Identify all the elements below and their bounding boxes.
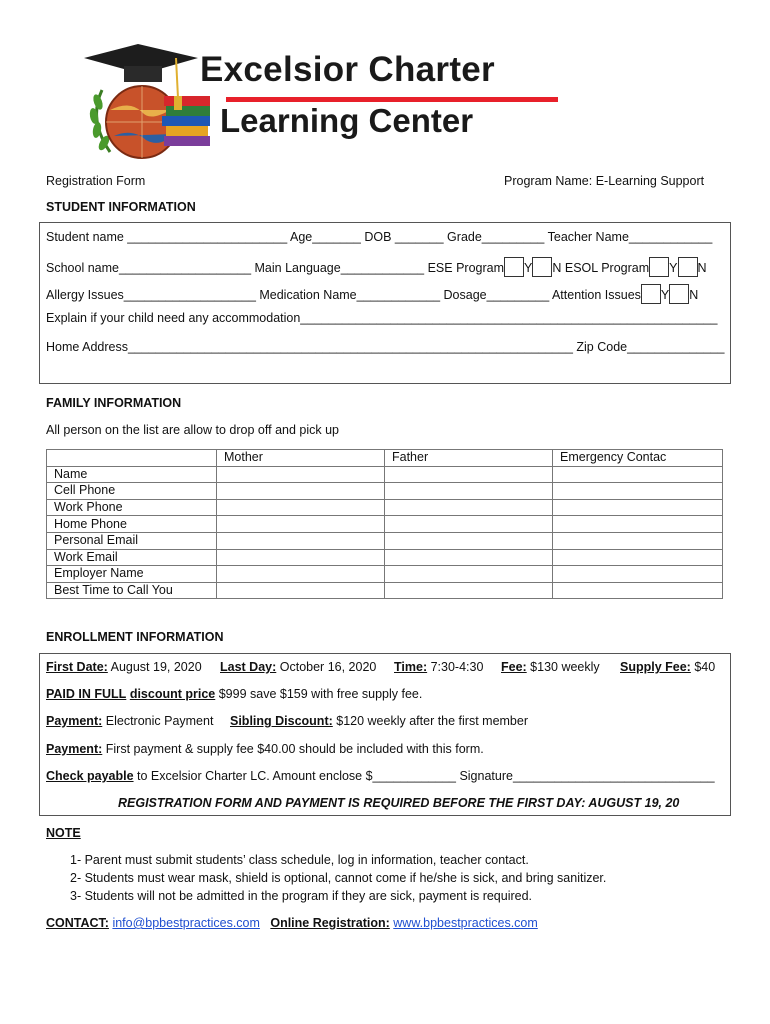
logo-emblem-icon (80, 40, 220, 165)
table-row (47, 549, 723, 566)
family-row-label: Personal Email (47, 532, 217, 549)
family-mother-cell[interactable] (217, 466, 385, 483)
family-mother-cell[interactable] (217, 499, 385, 516)
family-emergency-cell[interactable] (553, 566, 723, 583)
allergy-medication-text: Allergy Issues___________________ Medication Name____________ Dosage_________ Attention Issues (46, 288, 641, 302)
family-emergency-cell[interactable] (553, 549, 723, 566)
family-father-cell[interactable] (385, 582, 553, 599)
note-item-3: 3- Students will not be admitted in the program if they are sick, payment is required. (70, 889, 533, 903)
payment-value-2: First payment & supply fee $40.00 should be included with this form. (102, 742, 484, 756)
family-emergency-cell[interactable] (553, 516, 723, 533)
family-emergency-cell[interactable] (553, 532, 723, 549)
family-row-label: Home Phone (47, 516, 217, 533)
family-mother-cell[interactable] (217, 566, 385, 583)
family-row-label: Employer Name (47, 566, 217, 583)
family-mother-cell[interactable] (217, 516, 385, 533)
table-row (47, 483, 723, 500)
school-language-ese-text: School name___________________ Main Language____________ ESE Program (46, 261, 505, 275)
ese-yes-checkbox[interactable] (504, 257, 524, 277)
family-row-label: Cell Phone (47, 483, 217, 500)
student-heading: STUDENT INFORMATION (46, 200, 196, 214)
enrollment-section (39, 653, 731, 816)
student-row-allergy[interactable] (46, 284, 698, 304)
family-col-father: Father (385, 450, 553, 467)
family-emergency-cell[interactable] (553, 582, 723, 599)
note-item-1: 1- Parent must submit students’ class schedule, log in information, teacher contact. (70, 853, 529, 867)
first-date-label: First Date: (46, 660, 108, 674)
last-day-label: Last Day: (220, 660, 277, 674)
payment-value-1: Electronic Payment (102, 714, 214, 728)
enrollment-row-payment1 (46, 714, 213, 728)
contact-email-link[interactable]: info@bpbestpractices.com (112, 916, 260, 930)
student-row-school[interactable] (46, 257, 707, 277)
esol-label: N ESOL Program (552, 261, 650, 275)
family-heading: FAMILY INFORMATION (46, 396, 182, 410)
time-value: 7:30-4:30 (427, 660, 484, 674)
supply-fee-label: Supply Fee: (620, 660, 691, 674)
attention-no-checkbox[interactable] (669, 284, 689, 304)
last-day-group (220, 660, 376, 674)
contact-row (46, 916, 538, 930)
table-row (47, 532, 723, 549)
family-note: All person on the list are allow to drop off and pick up (46, 423, 339, 437)
sibling-discount-label: Sibling Discount: (230, 714, 333, 728)
family-row-label: Work Phone (47, 499, 217, 516)
note-item-2: 2- Students must wear mask, shield is optional, cannot come if he/she is sick, and bring sanitizer. (70, 871, 607, 885)
family-father-cell[interactable] (385, 483, 553, 500)
time-group (394, 660, 483, 674)
family-emergency-cell[interactable] (553, 466, 723, 483)
enrollment-row-dates (46, 660, 202, 674)
student-row-address[interactable]: Home Address________________________________________________________________ Zip Code______________ (46, 340, 725, 354)
table-row (47, 566, 723, 583)
enrollment-row-payment2 (46, 742, 484, 756)
ese-no-checkbox[interactable] (532, 257, 552, 277)
form-title: Registration Form (46, 174, 146, 188)
family-table-header (47, 450, 723, 467)
time-label: Time: (394, 660, 428, 674)
ese-y-label: Y (524, 261, 533, 275)
family-row-label: Best Time to Call You (47, 582, 217, 599)
table-row (47, 466, 723, 483)
family-emergency-cell[interactable] (553, 499, 723, 516)
esol-no-checkbox[interactable] (678, 257, 698, 277)
paid-text: $999 save $159 with free supply fee. (215, 687, 423, 701)
supply-fee-value: $40 (690, 660, 716, 674)
family-col-emergency: Emergency Contac (553, 450, 723, 467)
family-row-label: Name (47, 466, 217, 483)
family-father-cell[interactable] (385, 516, 553, 533)
family-mother-cell[interactable] (217, 549, 385, 566)
student-row-name[interactable]: Student name _______________________ Age_______ DOB _______ Grade_________ Teacher Name____________ (46, 230, 713, 244)
logo-title-line1: Excelsior Charter (200, 50, 495, 89)
family-row-label: Work Email (47, 549, 217, 566)
family-father-cell[interactable] (385, 499, 553, 516)
family-col-mother: Mother (217, 450, 385, 467)
payment-label-2: Payment: (46, 742, 103, 756)
supply-fee-group (620, 660, 715, 674)
family-table (46, 449, 723, 599)
family-father-cell[interactable] (385, 466, 553, 483)
esol-y-label: Y (669, 261, 678, 275)
fee-label: Fee: (501, 660, 527, 674)
fee-value: $130 weekly (526, 660, 600, 674)
esol-yes-checkbox[interactable] (649, 257, 669, 277)
family-father-cell[interactable] (385, 532, 553, 549)
last-day-value: October 16, 2020 (276, 660, 377, 674)
discount-price-label: discount price (129, 687, 216, 701)
check-payable-text: to Excelsior Charter LC. Amount enclose $____________ Signature_____________________________ (133, 769, 715, 783)
payment-label-1: Payment: (46, 714, 103, 728)
online-registration-label: Online Registration: (270, 916, 390, 930)
student-row-accommodation[interactable]: Explain if your child need any accommodation____________________________________________________________ (46, 311, 718, 325)
table-row (47, 582, 723, 599)
logo-title-line2: Learning Center (220, 102, 474, 139)
enrollment-row-check[interactable] (46, 769, 715, 783)
family-father-cell[interactable] (385, 549, 553, 566)
attention-n-label: N (689, 288, 699, 302)
required-notice: REGISTRATION FORM AND PAYMENT IS REQUIRED BEFORE THE FIRST DAY: AUGUST 19, 20 (118, 796, 680, 810)
enrollment-row-paid (46, 687, 422, 701)
attention-yes-checkbox[interactable] (641, 284, 661, 304)
program-name: Program Name: E-Learning Support (504, 174, 705, 188)
esol-n-label: N (697, 261, 707, 275)
family-mother-cell[interactable] (217, 483, 385, 500)
family-emergency-cell[interactable] (553, 483, 723, 500)
family-mother-cell[interactable] (217, 532, 385, 549)
fee-group (501, 660, 600, 674)
enrollment-heading: ENROLLMENT INFORMATION (46, 630, 224, 644)
family-col-label (47, 450, 217, 467)
sibling-discount-group (230, 714, 528, 728)
website-link[interactable]: www.bpbestpractices.com (393, 916, 538, 930)
attention-y-label: Y (660, 288, 670, 302)
table-row (47, 499, 723, 516)
check-payable-label: Check payable (46, 769, 134, 783)
paid-in-full-label: PAID IN FULL (46, 687, 127, 701)
family-mother-cell[interactable] (217, 582, 385, 599)
first-date-value: August 19, 2020 (107, 660, 202, 674)
table-row (47, 516, 723, 533)
contact-label: CONTACT: (46, 916, 109, 930)
sibling-discount-value: $120 weekly after the first member (332, 714, 529, 728)
family-father-cell[interactable] (385, 566, 553, 583)
note-heading: NOTE (46, 826, 81, 840)
